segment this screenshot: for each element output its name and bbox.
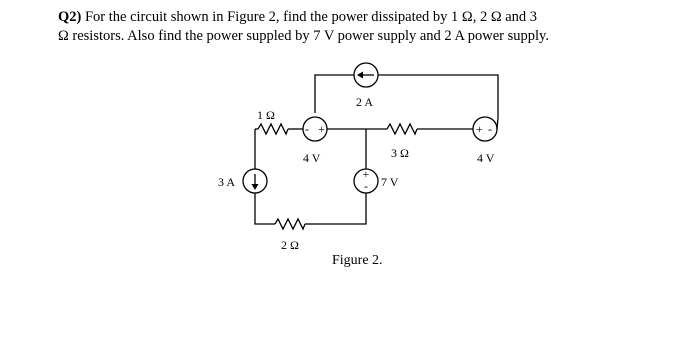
wire-top	[315, 75, 498, 118]
label-4v-left: 4 V	[303, 151, 321, 165]
sign-minus-4v-right: -	[488, 122, 492, 136]
voltage-source-4v-left	[303, 117, 327, 141]
figure-caption: Figure 2.	[332, 253, 383, 268]
sign-plus-7v: +	[362, 167, 370, 181]
resistor-1ohm	[258, 124, 288, 134]
sign-plus-4v-left: +	[318, 122, 325, 136]
voltage-source-4v-right	[473, 117, 497, 141]
label-7v: 7 V	[381, 175, 399, 189]
label-1ohm: 1 Ω	[257, 108, 275, 122]
question-number: Q2)	[58, 9, 82, 25]
current-source-3a	[243, 169, 267, 193]
sign-minus-4v-left: -	[305, 122, 309, 136]
label-4v-right: 4 V	[477, 151, 495, 165]
question-line-2: Ω resistors. Also find the power suppled by 7 V power supply and 2 A power supply.	[58, 28, 549, 44]
wire-middle	[315, 129, 366, 224]
resistor-3ohm	[387, 124, 417, 134]
label-2ohm: 2 Ω	[281, 238, 299, 252]
current-source-2a	[354, 63, 378, 87]
label-3ohm: 3 Ω	[391, 146, 409, 160]
resistor-2ohm	[275, 219, 305, 229]
sign-plus-4v-right: +	[476, 122, 483, 136]
label-2a: 2 A	[356, 95, 374, 109]
wire-left	[255, 129, 275, 224]
voltage-source-7v	[354, 167, 378, 193]
sign-minus-7v: -	[364, 179, 368, 193]
question-line-1-text: For the circuit shown in Figure 2, find the power dissipated by 1 Ω, 2 Ω and 3	[84, 9, 538, 25]
wire-right-drop	[497, 118, 498, 129]
label-3a: 3 A	[218, 175, 236, 189]
